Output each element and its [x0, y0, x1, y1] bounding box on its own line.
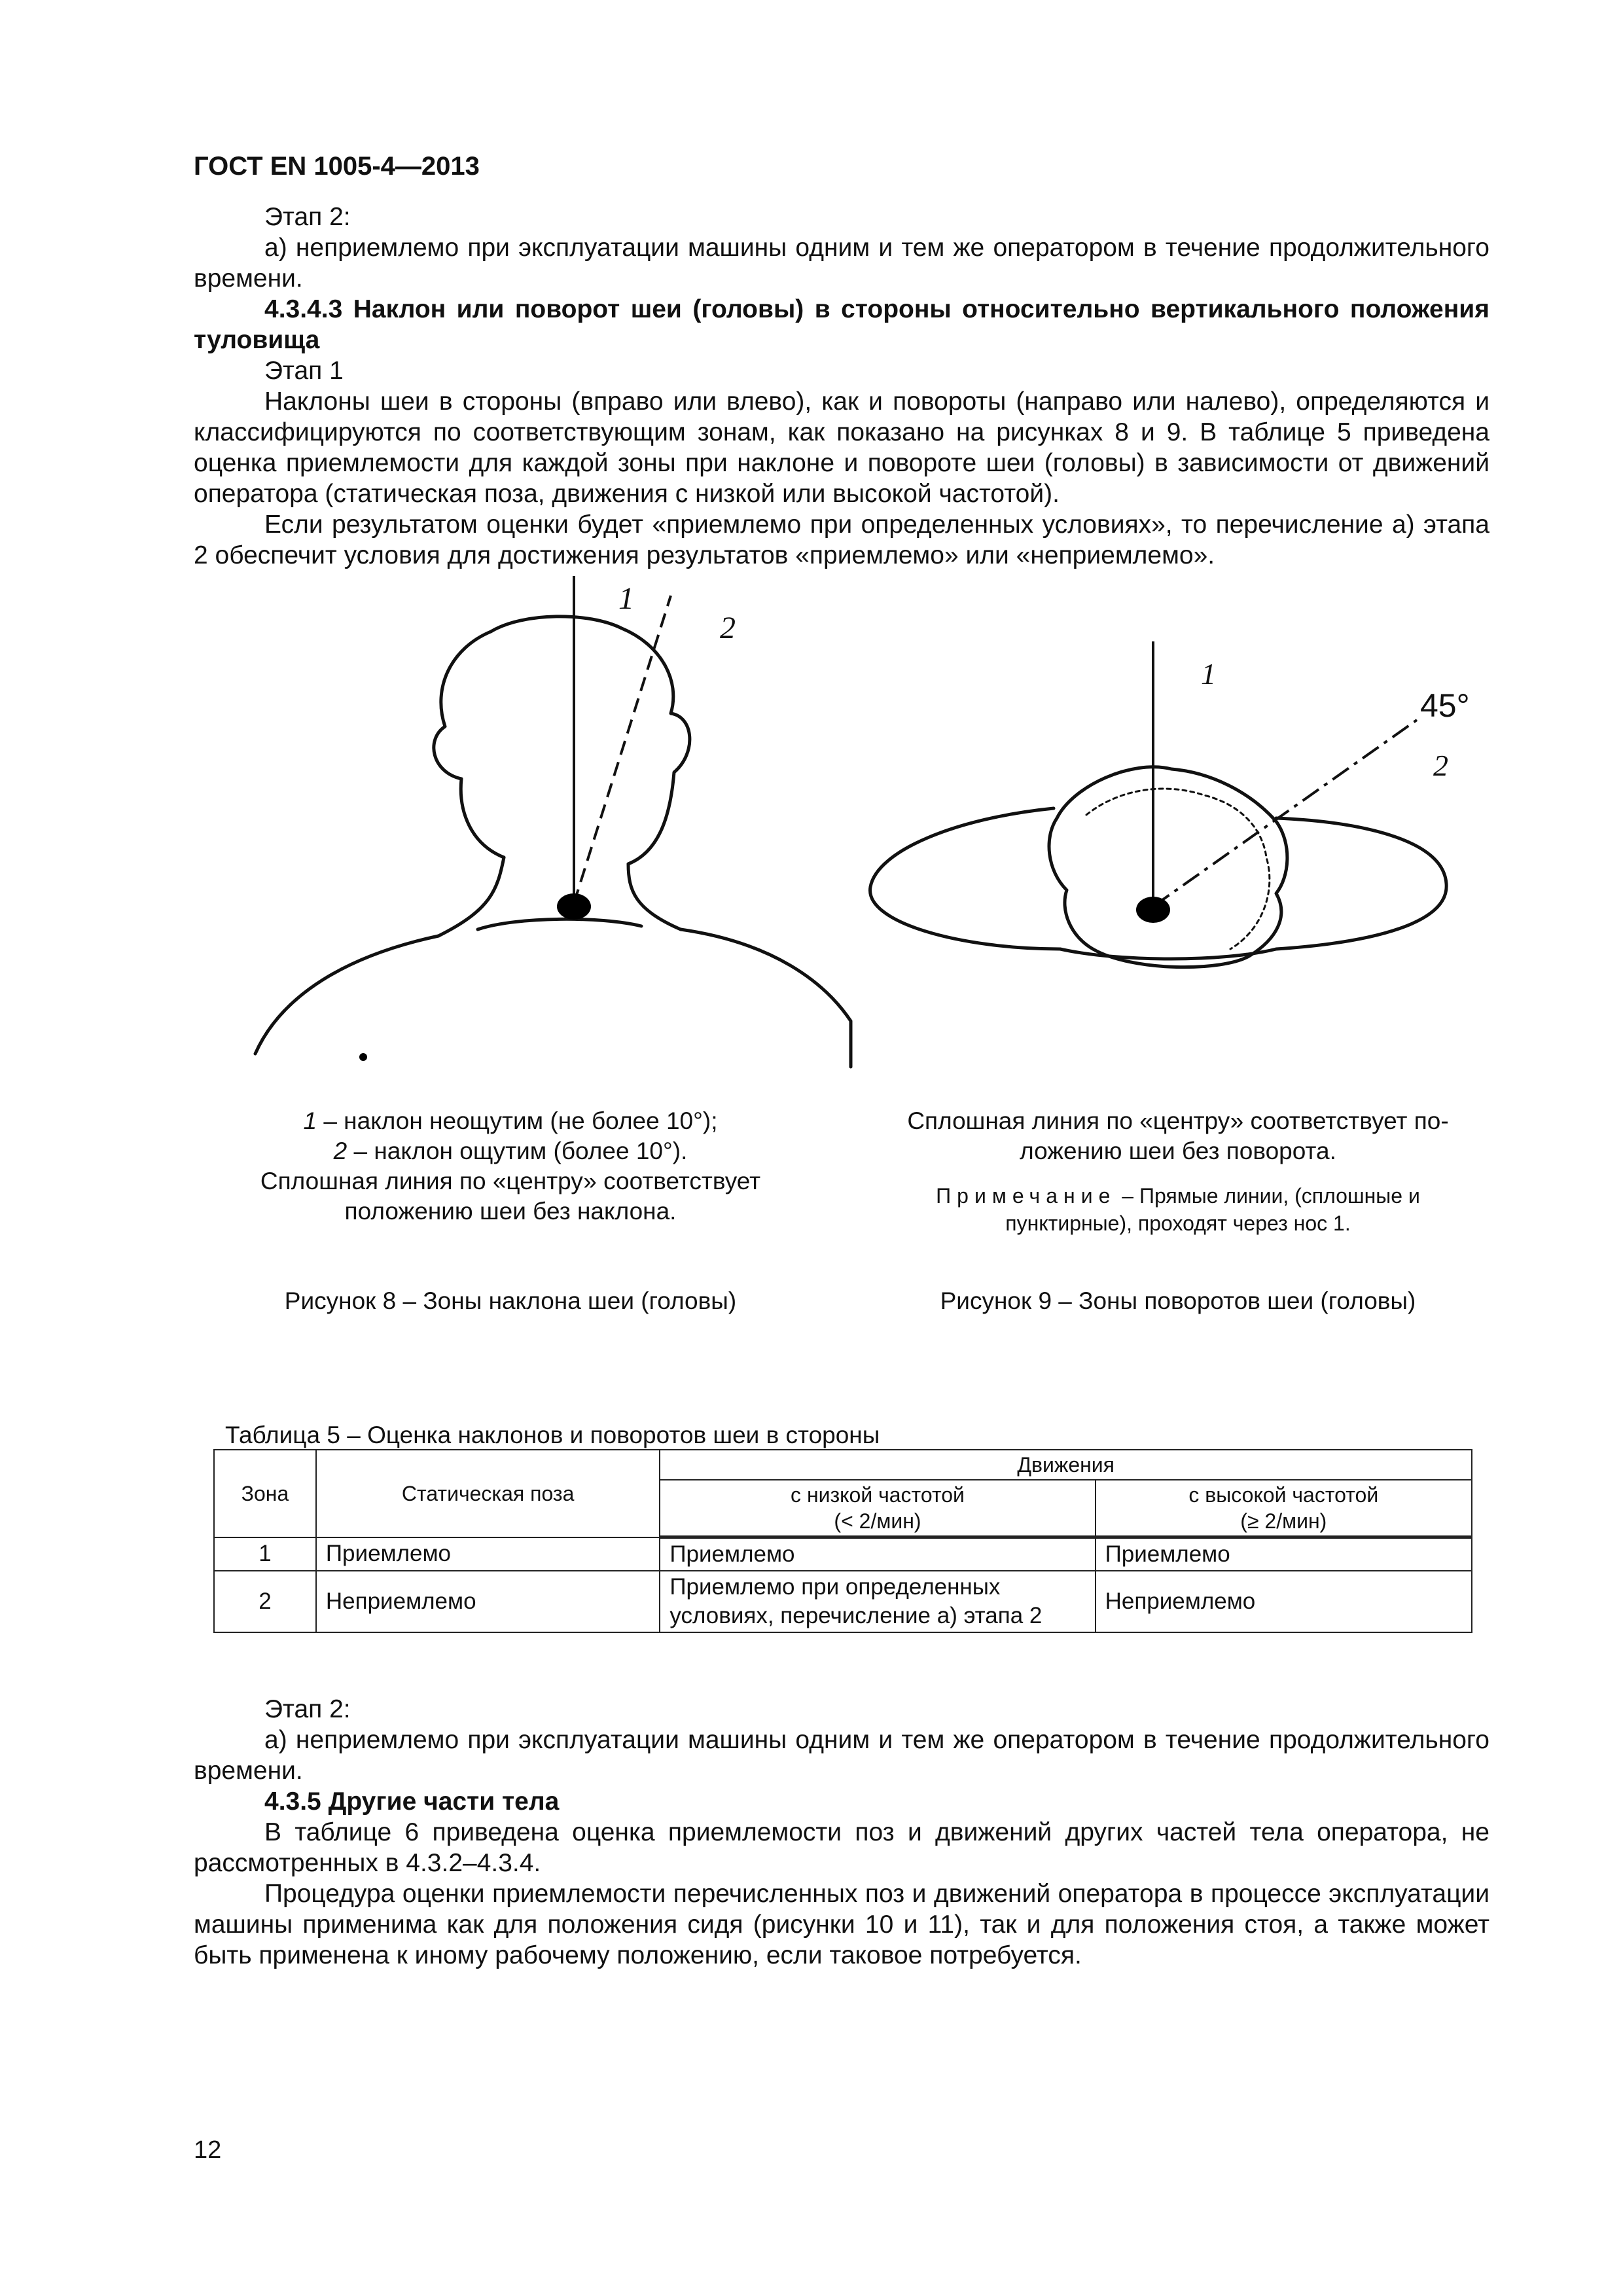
legend-4-text: положению шеи без наклона. — [344, 1198, 677, 1225]
top-stage2-block — [194, 202, 1489, 571]
header-zone: Зона — [214, 1450, 316, 1537]
legend-1-number: 1 — [303, 1107, 317, 1134]
figure-9-neck-rotation-drawing — [857, 641, 1486, 1034]
section-heading-4343: 4.3.4.3 Наклон или поворот шеи (головы) в стороны относительно вертикального положения туловища — [194, 295, 1489, 354]
fig8-label-2: 2 — [720, 611, 736, 645]
cell-low: Приемлемо — [660, 1537, 1095, 1571]
note-word: Примечание — [936, 1184, 1116, 1208]
cell-zone: 1 — [214, 1537, 316, 1571]
head-center-dot — [1136, 897, 1170, 923]
marker-dot — [359, 1053, 367, 1061]
bottom-stage2-label: Этап 2: — [264, 1695, 351, 1723]
cell-low: Приемлемо при определенных условиях, перечисление а) этапа 2 — [660, 1571, 1095, 1632]
fig9-angle: 45° — [1420, 687, 1470, 724]
figure-8-legend — [196, 1106, 825, 1227]
figure-8-neck-tilt-drawing — [236, 576, 864, 1073]
table-5 — [213, 1449, 1472, 1633]
fig9-label-2: 2 — [1433, 749, 1448, 782]
table-header-row-1 — [214, 1450, 1472, 1480]
header-movements: Движения — [660, 1450, 1472, 1480]
cell-zone: 2 — [214, 1571, 316, 1632]
bottom-text-block — [194, 1694, 1489, 1971]
legend-3-text: Сплошная линия по «центру» соответствует — [260, 1168, 761, 1194]
fig9-label-1: 1 — [1201, 657, 1216, 691]
table-row — [214, 1537, 1472, 1571]
figure-8-caption: Рисунок 8 – Зоны наклона шеи (головы) — [284, 1287, 737, 1314]
cell-high: Приемлемо — [1096, 1537, 1472, 1571]
shoulder-right — [681, 929, 851, 1067]
legend-2-text: – наклон ощутим (более 10°). — [347, 1138, 688, 1164]
neck-right — [628, 864, 681, 929]
stage1-label: Этап 1 — [264, 357, 344, 385]
paragraph-zones: Наклоны шеи в стороны (вправо или влево), как и повороты (направо или налево), определяются и классифицируются по соответствующим зонам, как показано на рисунках 8 и 9. В таблице 5 приведена оценка приемлемости для каждой зоны при наклоне и повороте шеи (головы) в зависимости от движений оператора (статическая поза, движения с низкой или высокой частотой). — [194, 387, 1489, 508]
head-outline — [434, 617, 690, 864]
paragraph-table6: В таблице 6 приведена оценка приемлемости поз и движений других частей тела оператора, не рассмотренных в 4.3.2–4.3.4. — [194, 1818, 1489, 1877]
table-5-caption: Таблица 5 – Оценка наклонов и поворотов шеи в стороны — [225, 1422, 880, 1448]
header-high-frequency: с высокой частотой (≥ 2/мин) — [1096, 1480, 1472, 1537]
note-text: – Прямые линии, (сплошные и — [1116, 1184, 1420, 1208]
header-low-frequency: с низкой частотой (< 2/мин) — [660, 1480, 1095, 1537]
header-static: Статическая поза — [316, 1450, 660, 1537]
figure-9-legend — [851, 1106, 1505, 1237]
stage2-item: а) неприемлемо при эксплуатации машины одним и тем же оператором в течение продолжительного времени. — [194, 234, 1489, 293]
neck-center-dot — [557, 893, 591, 920]
document-header: ГОСТ EN 1005-4—2013 — [194, 152, 480, 181]
cell-static: Неприемлемо — [316, 1571, 660, 1632]
paragraph-conditions: Если результатом оценки будет «приемлемо при определенных условиях», то перечисление а) этапа 2 обеспечит условия для достижения результатов «приемлемо» или «неприемлемо». — [194, 511, 1489, 569]
collar — [478, 919, 641, 929]
cell-static: Приемлемо — [316, 1537, 660, 1571]
note-text-2: пунктирные), проходят через нос 1. — [1005, 1211, 1351, 1235]
cell-high: Неприемлемо — [1096, 1571, 1472, 1632]
bottom-stage2-item: а) неприемлемо при эксплуатации машины одним и тем же оператором в течение продолжительного времени. — [194, 1726, 1489, 1785]
fig9-legend-1: Сплошная линия по «центру» соответствует по- — [907, 1107, 1449, 1134]
shoulders-outline — [870, 808, 1447, 959]
stage2-label: Этап 2: — [264, 203, 351, 231]
figure-9-caption: Рисунок 9 – Зоны поворотов шеи (головы) — [940, 1287, 1416, 1314]
legend-2-number: 2 — [333, 1138, 348, 1164]
page-number: 12 — [194, 2136, 222, 2164]
shoulder-left — [255, 936, 438, 1054]
head-top-outline — [1049, 767, 1287, 967]
section-heading-435: 4.3.5 Другие части тела — [264, 1787, 560, 1816]
head-rotated-outline — [1086, 789, 1270, 949]
fig8-label-1: 1 — [618, 581, 634, 616]
fig9-legend-2: ложению шеи без поворота. — [1020, 1138, 1336, 1164]
paragraph-procedure: Процедура оценки приемлемости перечисленных поз и движений оператора в процессе эксплуатации машины применима как для положения сидя (рисунки 10 и 11), так и для положения стоя, а также может быть применена к иному рабочему положению, если таковое потребуется. — [194, 1880, 1489, 1969]
line-2-tilted — [574, 596, 671, 903]
legend-1-text: – наклон неощутим (не более 10°); — [317, 1107, 718, 1134]
table-row — [214, 1571, 1472, 1632]
